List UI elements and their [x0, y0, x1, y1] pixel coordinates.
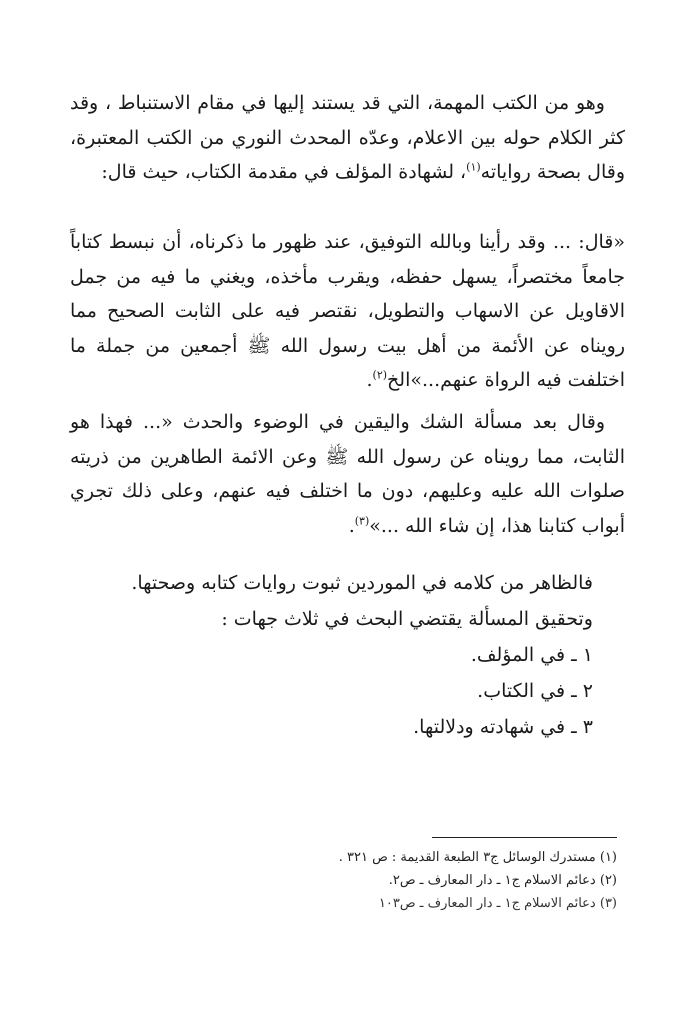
conclusion-text: فالظاهر من كلامه في الموردين ثبوت روايات كتابه وصحتها. — [131, 572, 593, 594]
paragraph-1-text — [70, 86, 625, 190]
paragraph-1 — [70, 86, 625, 190]
footnote-separator — [432, 837, 617, 838]
paragraph-2-tail: . — [366, 369, 373, 391]
list-item-3: ٣ ـ في شهادته ودلالتها. — [413, 716, 593, 738]
paragraph-1-body: وهو من الكتب المهمة، التي قد يستند إليها في مقام الاستنباط ، وقد كثر الكلام حوله بين الاعلام، وعدّه المحدث النوري من الكتب المعتبرة، وقال بصحة رواياته — [70, 92, 625, 183]
paragraph-3-tail: . — [348, 514, 355, 537]
list-item-2: ٢ ـ في الكتاب. — [477, 680, 593, 702]
paragraph-2-body: «قال: ... وقد رأينا وبالله التوفيق، عند ظهور ما ذكرناه، أن نبسط كتاباً جامعاً مختصراً، يسهل حفظه، ويقرب مأخذه، ويغني ما فيه من جمل الاقاويل عن الاسهاب والتطويل، نقتصر فيه على الثابت الصحيح مما رويناه عن الأئمة من أهل بيت رسول الله ﷺ أجمعين من جملة ما اختلفت فيه الرواة عنهم...»الخ — [70, 231, 625, 391]
intro-text: وتحقيق المسألة يقتضي البحث في ثلاث جهات : — [221, 608, 593, 630]
footnote-1: (١) مستدرك الوسائل ج٣ الطبعة القديمة : ص ٣٢١ . — [338, 850, 617, 865]
paragraph-3-body: وقال بعد مسألة الشك واليقين في الوضوء والحدث «... فهذا هو الثابت، مما رويناه عن رسول الله ﷺ وعن الائمة الطاهرين من ذريته صلوات الله عليه وعليهم، دون ما اختلف فيه عنهم، وعلى ذلك تجري أبواب كتابنا هذا، إن شاء الله ...» — [70, 411, 625, 537]
paragraph-2-text — [70, 225, 625, 398]
paragraph-2-quote — [70, 225, 625, 398]
conclusion-block — [73, 565, 593, 745]
paragraph-3 — [70, 405, 625, 543]
list-item-1: ١ ـ في المؤلف. — [470, 644, 593, 666]
paragraph-1-tail: ، لشهادة المؤلف في مقدمة الكتاب، حيث قال: — [101, 161, 467, 183]
footnote-ref-2[interactable]: (٢) — [372, 368, 388, 382]
footnotes — [57, 846, 617, 915]
footnote-ref-1[interactable]: (١) — [466, 160, 481, 174]
footnote-ref-3[interactable]: (٣) — [354, 514, 370, 528]
footnote-3: (٣) دعائم الاسلام ج١ ـ دار المعارف ـ ص١٠٣ — [378, 896, 617, 911]
paragraph-3-text — [70, 405, 625, 543]
footnote-2: (٢) دعائم الاسلام ج١ ـ دار المعارف ـ ص٢. — [388, 873, 617, 888]
